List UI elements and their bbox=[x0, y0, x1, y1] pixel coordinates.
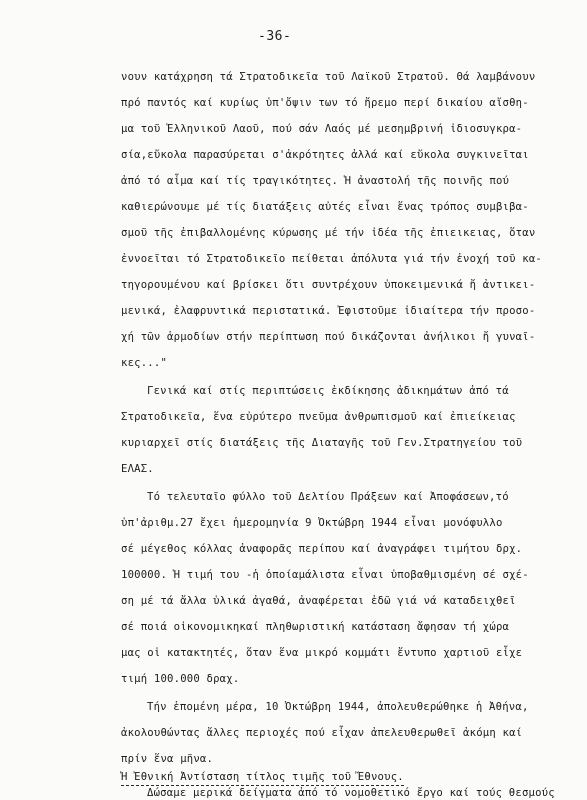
page-number: -36- bbox=[258, 29, 292, 44]
text-line-28: Δώσαμε μερικά δείγματα ἀπό τό νομοθετικό ἔργο καί τούς θεσμούς bbox=[147, 787, 555, 799]
text-line-12: κες..." bbox=[121, 357, 168, 369]
text-line-9: τηγορουμένου καί βρίσκει ὅτι συντρέχουν ὑποκειμενικά ἤ ἀντικει- bbox=[121, 279, 536, 291]
text-line-17: Τό τελευταῖο φύλλο τοῦ Δελτίου Πράξεων καί Ἀποφάσεων,τό bbox=[147, 491, 509, 503]
text-line-10: μενικά, ἐλαφρυντικά περιστατικά. Ἐφιστοῦμε ἰδιαίτερα τήν προσο- bbox=[121, 305, 536, 317]
text-line-23: μας οἱ κατακτητές, ὅταν ἕνα μικρό κομμάτι ἔντυπο χαρτιοῦ εἶχε bbox=[121, 647, 523, 659]
text-line-24: τιμή 100.000 δραχ. bbox=[121, 673, 240, 685]
text-line-26: ἀκολουθώντας ἄλλες περιοχές πού εἶχαν ἀπελευθερωθεῖ ἀκόμη καί bbox=[121, 727, 523, 739]
text-line-14: Στρατοδικεῖα, ἕνα εὐρύτερο πνεῦμα ἀνθρωπισμοῦ καί ἐπιείκειας bbox=[121, 411, 516, 423]
text-line-11: χή τῶν ἁρμοδίων στήν περίπτωση πού δικάζονται ἀνήλικοι ἤ γυναῖ- bbox=[121, 331, 536, 343]
text-line-25: Τήν ἑπομένη μέρα, 10 Ὀκτώβρη 1944, ἀπολευθερώθηκε ἡ Ἀθήνα, bbox=[147, 701, 529, 713]
text-line-3: μα τοῦ Ἑλληνικοῦ Λαοῦ, πού σάν Λαός μέ μεσημβρινή ἰδιοσυγκρα- bbox=[121, 123, 523, 135]
text-line-7: σμοῦ τῆς ἐπιβαλλομένης κύρωσης μέ τήν ἰδέα τῆς ἐπιεικειας, ὅταν bbox=[121, 227, 536, 239]
text-line-16: ΕΛΑΣ. bbox=[121, 463, 154, 475]
text-line-21: ση μέ τά ἄλλα ὑλικά ἀγαθά, ἀναφέρεται ἐδῶ γιά νά καταδειχθεῖ bbox=[121, 595, 516, 607]
text-line-1: νουν κατάχρηση τά Στρατοδικεῖα τοῦ Λαϊκοῦ Στρατοῦ. Θά λαμβάνουν bbox=[121, 71, 536, 83]
text-line-19: σέ μέγεθος κόλλας ἀναφορᾶς περίπου καί ἀναγράφει τιμήτου δρχ. bbox=[121, 543, 523, 555]
text-line-6: καθιερώνουμε μέ τίς διατάξεις αὐτές εἶναι ἕνας τρόπος συμβιβα- bbox=[121, 201, 529, 213]
text-line-18: ὑπ'ἀριθμ.27 ἔχει ἡμερομηνία 9 Ὀκτώβρη 1944 εἶναι μονόφυλλο bbox=[121, 517, 503, 529]
text-line-8: ἐννοεῖται τό Στρατοδικεῖο πείθεται ἀπόλυτα γιά τήν ἐνοχή τοῦ κα- bbox=[121, 253, 542, 265]
text-line-13: Γενικά καί στίς περιπτώσεις ἐκδίκησης ἀδικημάτων ἀπό τά bbox=[147, 385, 509, 397]
text-line-2: πρό παντός καί κυρίως ὑπ'ὄψιν των τό ἤρεμο περί δικαίου αἴσθη- bbox=[121, 97, 529, 109]
text-line-4: σία,εὔκολα παρασύρεται σ'ἀκρότητες ἀλλά καί εὔκολα συγκινεῖται bbox=[121, 149, 529, 161]
text-line-5: ἀπό τό αἷμα καί τίς τραγικότητες. Ἡ ἀναστολή τῆς ποινῆς πού bbox=[121, 175, 510, 187]
text-line-27: πρίν ἕνα μῆνα. bbox=[121, 753, 214, 765]
text-line-20: 100000. Ἡ τιμή του -ἡ ὁποίαμάλιστα εἶναι ὑποβαθμισμένη σέ σχέ- bbox=[121, 569, 529, 581]
section-heading: Ἡ Ἐθνική Ἀντίσταση τίτλος τιμῆς τοῦ Ἔθνους. bbox=[121, 770, 404, 786]
text-line-15: κυριαρχεῖ στίς διατάξεις τῆς Διαταγῆς τοῦ Γεν.Στρατηγείου τοῦ bbox=[121, 437, 523, 449]
text-line-22: σέ ποιά οἰκονομικηκαί πληθωριστική κατάσταση ἄφησαν τή χώρα bbox=[121, 621, 510, 633]
